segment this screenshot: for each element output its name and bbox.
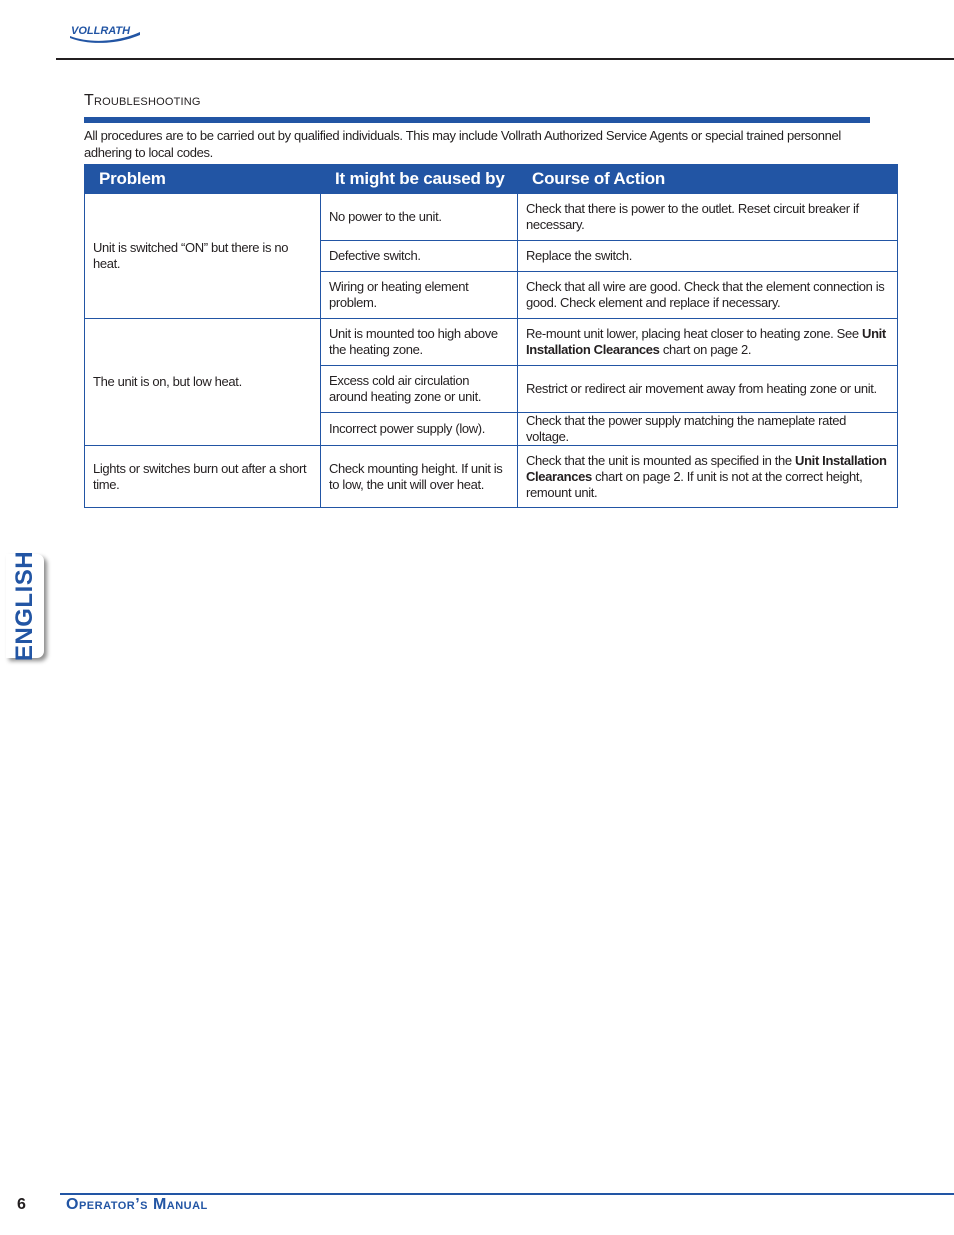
action-cell: Check that the power supply matching the nameplate rated voltage. [518, 413, 898, 446]
problem-cell: Unit is switched “ON” but there is no heat. [85, 194, 321, 319]
problem-cell: Lights or switches burn out after a short time. [85, 446, 321, 508]
cause-cell: Excess cold air circulation around heating zone or unit. [321, 366, 518, 413]
cause-cell: Unit is mounted too high above the heating zone. [321, 319, 518, 366]
cause-cell: Incorrect power supply (low). [321, 413, 518, 446]
header-cause: It might be caused by [321, 165, 518, 194]
action-text: chart on page 2. [659, 342, 752, 357]
clearances-chart-reference: Unit Installation Clearances [526, 452, 887, 484]
footer-rule [60, 1193, 954, 1195]
action-cell [518, 319, 898, 366]
vollrath-logo [68, 22, 142, 44]
action-cell: Check that all wire are good. Check that the element connection is good. Check element and replace if necessary. [518, 272, 898, 319]
action-cell [518, 446, 898, 508]
section-title: Troubleshooting [84, 92, 201, 109]
cause-cell: Wiring or heating element problem. [321, 272, 518, 319]
table-row [85, 319, 898, 366]
action-cell: Check that there is power to the outlet. Reset circuit breaker if necessary. [518, 194, 898, 241]
page-number: 6 [17, 1196, 26, 1213]
table-row [85, 194, 898, 241]
cause-cell: Defective switch. [321, 241, 518, 272]
clearances-chart-reference: Unit Installation Clearances [526, 326, 886, 357]
problem-cell: The unit is on, but low heat. [85, 319, 321, 446]
header-action: Course of Action [518, 165, 898, 194]
troubleshooting-table [84, 164, 898, 508]
action-cell: Replace the switch. [518, 241, 898, 272]
header-problem: Problem [85, 165, 321, 194]
svg-text:VOLLRATH: VOLLRATH [71, 25, 131, 37]
table-row [85, 446, 898, 508]
action-cell: Restrict or redirect air movement away from heating zone or unit. [518, 366, 898, 413]
title-underline-bar [84, 117, 870, 123]
action-text: chart on page 2. If unit is not at the correct height, remount unit. [526, 468, 863, 500]
intro-paragraph: All procedures are to be carried out by qualified individuals. This may include Vollrath Authorized Service Agents or special trained personnel adhering to local codes. [84, 128, 841, 160]
manual-title: Operator’s Manual [66, 1196, 208, 1213]
header-rule [56, 58, 954, 60]
cause-cell: Check mounting height. If unit is to low, the unit will over heat. [321, 446, 518, 508]
language-tab-label: ENGLISH [11, 550, 38, 662]
cause-cell: No power to the unit. [321, 194, 518, 241]
action-text: Check that the unit is mounted as specified in the [526, 452, 796, 468]
table-header-row [85, 165, 898, 194]
action-text: Re-mount unit lower, placing heat closer to heating zone. See [526, 326, 863, 341]
